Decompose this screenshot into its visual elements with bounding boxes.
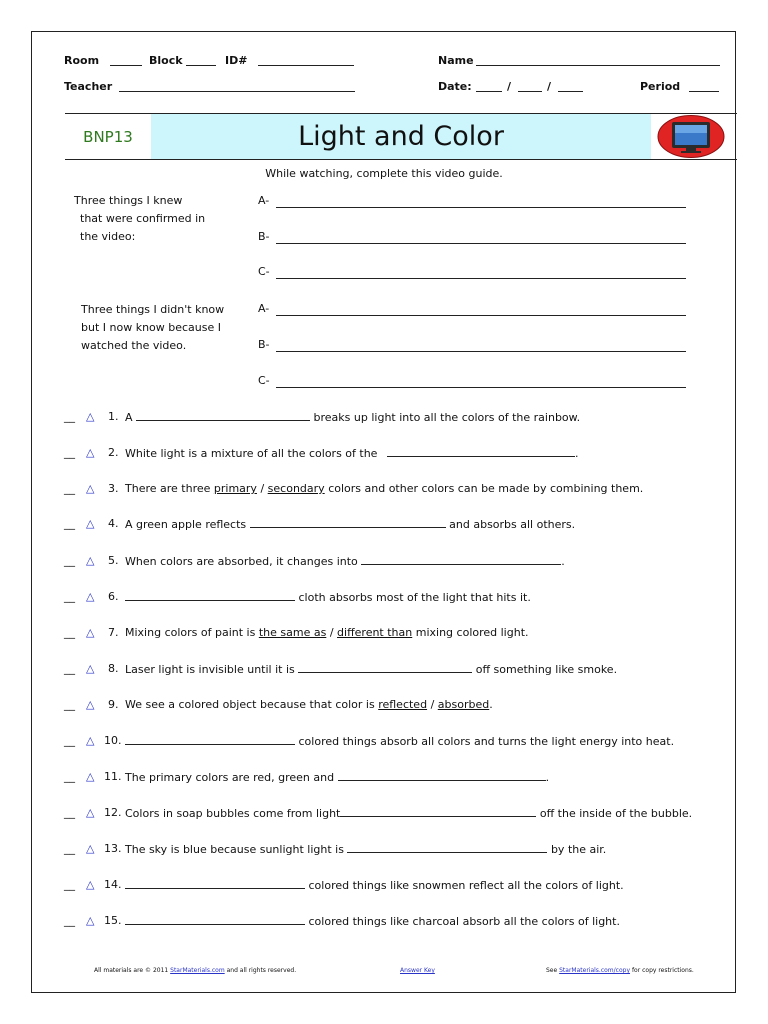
question-14 <box>64 878 734 896</box>
question-number: 2. <box>108 446 119 459</box>
score-blank[interactable]: __ <box>64 770 75 783</box>
knew-label-line-1: Three things I knew <box>74 194 183 207</box>
knew-answer-a[interactable]: A- <box>258 194 686 212</box>
answer-blank[interactable] <box>347 842 547 853</box>
question-number: 4. <box>108 517 119 530</box>
didnt-know-label-line-3: watched the video. <box>81 339 187 352</box>
didnt-know-answer-b[interactable]: B- <box>258 338 686 356</box>
answer-blank[interactable] <box>361 554 561 565</box>
option-absorbed[interactable]: absorbed <box>437 698 490 711</box>
question-2 <box>64 446 734 464</box>
question-number: 3. <box>108 482 119 495</box>
question-15 <box>64 914 734 932</box>
didnt-know-answer-a[interactable]: A- <box>258 302 686 320</box>
triangle-icon: △ <box>86 770 95 783</box>
question-text: When colors are absorbed, it changes into . <box>125 555 565 568</box>
question-text: cloth absorbs most of the light that hits it. <box>125 590 531 604</box>
triangle-icon: △ <box>86 517 95 530</box>
score-blank[interactable]: __ <box>64 806 75 819</box>
question-text: Colors in soap bubbles come from light off the inside of the bubble. <box>125 807 693 820</box>
answer-key-link[interactable]: Answer Key <box>400 967 435 974</box>
question-10 <box>64 734 734 752</box>
teacher-field[interactable] <box>119 91 355 92</box>
option-different-than[interactable]: different than <box>337 626 413 639</box>
title-banner <box>65 113 737 160</box>
option-same-as[interactable]: the same as <box>258 626 327 639</box>
triangle-icon: △ <box>86 806 95 819</box>
block-label: Block <box>149 54 183 67</box>
question-text: A green apple reflects and absorbs all others. <box>125 518 576 531</box>
score-blank[interactable]: __ <box>64 626 75 639</box>
question-text: colored things like charcoal absorb all the colors of light. <box>125 914 620 928</box>
period-label: Period <box>640 80 681 93</box>
site-link[interactable]: StarMaterials.com <box>170 967 225 974</box>
footer-restrictions: See StarMaterials.com/copy for copy restrictions. <box>546 967 694 974</box>
question-number: 14. <box>104 878 122 891</box>
question-number: 5. <box>108 554 119 567</box>
question-8 <box>64 662 734 680</box>
instructions: While watching, complete this video guide. <box>265 167 503 180</box>
didnt-know-answer-c[interactable]: C- <box>258 374 686 392</box>
triangle-icon: △ <box>86 446 95 459</box>
question-12 <box>64 806 734 824</box>
date-year-field[interactable] <box>558 91 583 92</box>
score-blank[interactable]: __ <box>64 446 75 459</box>
triangle-icon: △ <box>86 698 95 711</box>
answer-blank[interactable] <box>125 590 295 601</box>
score-blank[interactable]: __ <box>64 878 75 891</box>
knew-answer-b[interactable]: B- <box>258 230 686 248</box>
lesson-code: BNP13 <box>65 114 151 159</box>
question-number: 10. <box>104 734 122 747</box>
block-field[interactable] <box>186 65 216 66</box>
answer-blank[interactable] <box>125 734 295 745</box>
question-text: White light is a mixture of all the colors of the . <box>125 447 579 460</box>
score-blank[interactable]: __ <box>64 914 75 927</box>
question-3 <box>64 482 734 500</box>
id-field[interactable] <box>258 65 354 66</box>
didnt-know-label-line-1: Three things I didn't know <box>81 303 225 316</box>
question-number: 8. <box>108 662 119 675</box>
question-4 <box>64 517 734 535</box>
score-blank[interactable]: __ <box>64 590 75 603</box>
question-number: 11. <box>104 770 122 783</box>
question-7 <box>64 626 734 644</box>
score-blank[interactable]: __ <box>64 842 75 855</box>
question-text: The primary colors are red, green and . <box>125 771 550 784</box>
question-9 <box>64 698 734 716</box>
date-month-field[interactable] <box>476 91 502 92</box>
question-number: 12. <box>104 806 122 819</box>
triangle-icon: △ <box>86 734 95 747</box>
date-day-field[interactable] <box>518 91 542 92</box>
television-icon <box>655 114 727 159</box>
answer-blank[interactable] <box>250 517 446 528</box>
score-blank[interactable]: __ <box>64 698 75 711</box>
option-reflected[interactable]: reflected <box>378 698 428 711</box>
knew-answer-c[interactable]: C- <box>258 265 686 283</box>
answer-blank[interactable] <box>125 878 305 889</box>
name-field[interactable] <box>476 65 720 66</box>
triangle-icon: △ <box>86 554 95 567</box>
question-text: A breaks up light into all the colors of the rainbow. <box>125 411 581 424</box>
period-field[interactable] <box>689 91 719 92</box>
question-number: 9. <box>108 698 119 711</box>
footer-copyright: All materials are © 2011 StarMaterials.com and all rights reserved. <box>94 967 297 974</box>
score-blank[interactable]: __ <box>64 662 75 675</box>
triangle-icon: △ <box>86 590 95 603</box>
answer-blank[interactable] <box>125 914 305 925</box>
copy-restrictions-link[interactable]: StarMaterials.com/copy <box>559 967 631 974</box>
triangle-icon: △ <box>86 878 95 891</box>
question-11 <box>64 770 734 788</box>
answer-blank[interactable] <box>340 806 536 817</box>
option-primary[interactable]: primary <box>213 482 257 495</box>
question-text: colored things like snowmen reflect all the colors of light. <box>125 878 624 892</box>
answer-blank[interactable] <box>136 410 310 421</box>
answer-blank[interactable] <box>338 770 546 781</box>
question-13 <box>64 842 734 860</box>
question-text: There are three primary / secondary colors and other colors can be made by combining them. <box>125 482 644 495</box>
answer-blank[interactable] <box>387 446 575 457</box>
score-blank[interactable]: __ <box>64 410 75 423</box>
question-number: 6. <box>108 590 119 603</box>
knew-label-line-2: that were confirmed in <box>80 212 206 225</box>
room-field[interactable] <box>110 65 142 66</box>
question-number: 7. <box>108 626 119 639</box>
score-blank[interactable]: __ <box>64 517 75 530</box>
date-separator: / <box>547 80 552 93</box>
question-text: We see a colored object because that color is reflected / absorbed. <box>125 698 493 711</box>
triangle-icon: △ <box>86 626 95 639</box>
date-label: Date: <box>438 80 472 93</box>
triangle-icon: △ <box>86 410 95 423</box>
question-text: Laser light is invisible until it is off something like smoke. <box>125 663 618 676</box>
triangle-icon: △ <box>86 914 95 927</box>
date-separator: / <box>507 80 512 93</box>
question-text: Mixing colors of paint is the same as / different than mixing colored light. <box>125 626 529 639</box>
question-text: The sky is blue because sunlight light is by the air. <box>125 843 607 856</box>
didnt-know-label-line-2: but I now know because I <box>81 321 222 334</box>
id-label: ID# <box>225 54 248 67</box>
question-number: 1. <box>108 410 119 423</box>
triangle-icon: △ <box>86 482 95 495</box>
question-5 <box>64 554 734 572</box>
question-6 <box>64 590 734 608</box>
score-blank[interactable]: __ <box>64 734 75 747</box>
question-number: 15. <box>104 914 122 927</box>
score-blank[interactable]: __ <box>64 554 75 567</box>
option-secondary[interactable]: secondary <box>267 482 325 495</box>
knew-label-line-3: the video: <box>80 230 136 243</box>
footer-answer-key <box>400 967 435 974</box>
question-1 <box>64 410 734 428</box>
triangle-icon: △ <box>86 842 95 855</box>
answer-blank[interactable] <box>298 662 472 673</box>
name-label: Name <box>438 54 474 67</box>
question-number: 13. <box>104 842 122 855</box>
triangle-icon: △ <box>86 662 95 675</box>
question-text: colored things absorb all colors and turns the light energy into heat. <box>125 734 674 748</box>
score-blank[interactable]: __ <box>64 482 75 495</box>
room-label: Room <box>64 54 100 67</box>
teacher-label: Teacher <box>64 80 113 93</box>
page-title: Light and Color <box>151 114 651 159</box>
